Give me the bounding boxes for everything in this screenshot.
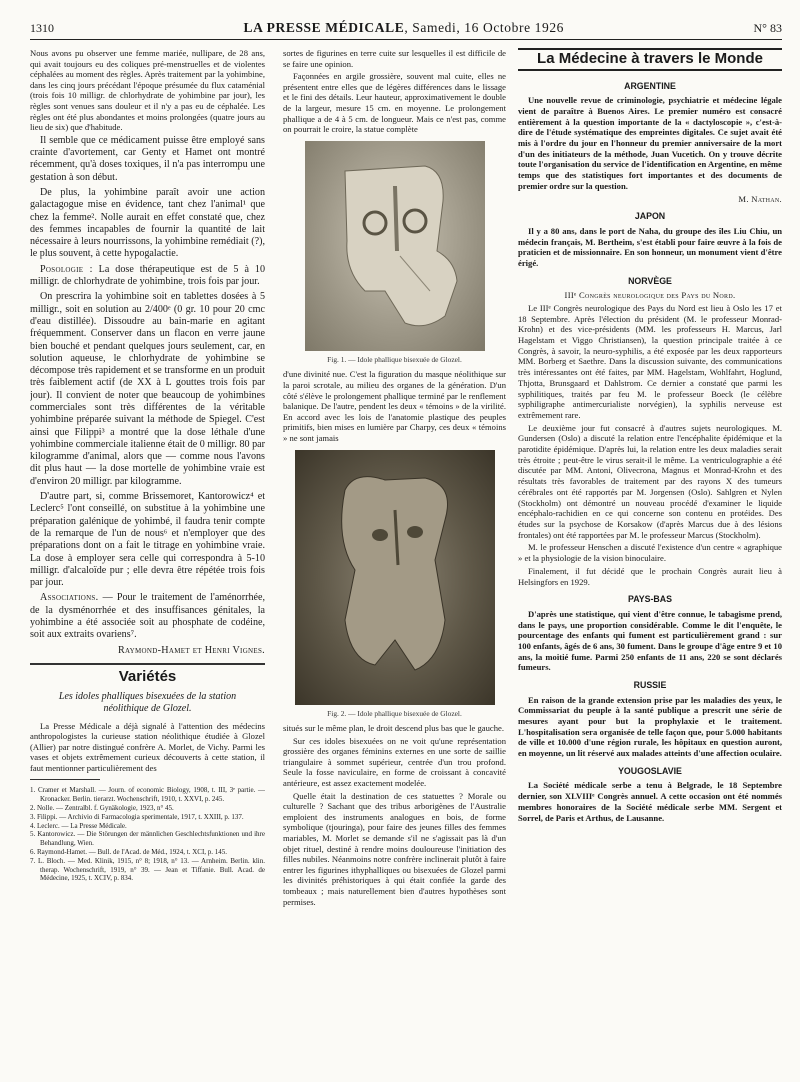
norvege-paragraph: Le IIIᵉ Congrès neurologique des Pays du Nord est lieu à Oslo les 17 et 18 Septembre. Après l'élection du président (M. le professeur Monrad-Krohn) et des vice-présidents (MM. les professeurs H. Marcus, Jarl Hagelstam et Viggo Christiansen), la question principale traitée à ce Congrès, à savoir, la neuro-syphilis, a été exposée par les deux rapporteurs MM. Borberg et Saethre. Dans la discussion suivante, des communications très intéressantes ont été faites, par MM. Hagelstam, Wohlfahrt, Hoglund, Thjotta, Brunsgaard et Dahlstrom. Ce dernier a constaté que parmi les syphilitiques, traités par feu M. le professeur Boeck (le célèbre syphiligraphe antimercurialiste norvégien), la syphilis nerveuse est extrêmement rare. <box>518 302 782 420</box>
paragraph: La Presse Médicale a déjà signalé à l'attention des médecins anthropologistes la curieuse station néolithique étudiée à Glozel (Allier) par notre distingué confrère A. Morlet, de Vichy. Parmi les vases et objets extrêmement curieux découverts à cette station, il faut mentionner particulièrement des <box>30 720 265 773</box>
paragraph: Il semble que ce médicament puisse être employé sans crainte d'avortement, car Genty et Hamet ont montré récemment, qu'à doses toxiques, il n'a pas interrompu une gestation à son début. <box>30 134 265 183</box>
column-left <box>30 48 265 1073</box>
paragraph: situés sur le même plan, le droit descend plus bas que le gauche. <box>283 723 504 734</box>
footnote: 2. Nolle. — Zentralbl. f. Gynäkologie, 1923, n° 45. <box>30 804 174 813</box>
figure-2 <box>283 450 506 720</box>
yougoslavie-text: La Société médicale serbe a tenu à Belgrade, le 18 Septembre dernier, son XLVIIIᵉ Congrès annuel. A cette occasion ont été nommés membres honoraires de la Société médicale serbe MM. Sergent et Sorrel, de Paris et Arthus, de Lausanne. <box>518 780 782 823</box>
associations-label: Associations. <box>40 592 99 604</box>
column-right <box>518 48 782 1073</box>
norvege-paragraph: Le deuxième jour fut consacré à d'autres sujets neurologiques. M. Gundersen (Oslo) a discuté la relation entre l'encéphalite épidémique et la parotidite épidémique. D'après lui, la relation entre les deux maladies serait très étroite ; peut-être le virus serait-il le même. La ventriculographie a été discutée par MM. Antoni, Olivecrona, Magnus et Monrad-Krohn et des résultats très favorables de traitement par des rayons X des tumeurs cérébrales ont été rapportés par M. Jorgensen (Oslo). Sahlgren et Nylen (Stockholm) ont démontré un nouveau procédé d'examiner le liquide encéphalo-rachidien en ce qui concerne son contenu en protéides. Des études sur la psychose de Korsakow (d'après Marcus due à des lésions frontales) ont été rapportées par M. le professeur Marcus (Stockholm). <box>518 422 782 540</box>
paragraph: d'une divinité nue. C'est la figuration du masque néolithique sur la paroi scrotale, au milieu des organes de la génération. D'un côté s'élève le prolongement phallique terminé par le renflement balanique. De l'autre, pendent les deux « témoins » de la virilité. En accord avec les lois de l'anatomie plastique des peuples primitifs, bien mises en lumière par Charpy, ces deux « témoins » ne sont jamais <box>283 369 506 443</box>
paragraph: Nous avons pu observer une femme mariée, nullipare, de 28 ans, qui avait toujours eu des coliques pré-menstruelles et de violentes céphalées au moment des règles. Après traitement par la yohimbine, dans les cinq jours précédant l'époque présumée du flux cataménial (trois fois 10 milligr. de chlorhydrate de yohimbine par jour), les règles sont venues sans douleur et il n'y a pas eu de céphalée. Les règles ont été plus abondantes et moins prolongées (quatre jours au lieu de six) que d'habitude. <box>30 48 265 133</box>
country-heading-russie: RUSSIE <box>633 680 667 691</box>
paragraph-posologie <box>30 264 265 289</box>
country-heading-argentine: ARGENTINE <box>624 80 676 91</box>
section-title-medecine: La Médecine à travers le Monde <box>518 48 782 71</box>
varietes-subtitle: Les idoles phalliques bisexuées de la station néolithique de Glozel. <box>58 690 237 714</box>
footnote: 3. Filippi. — Archivio di Farmacologia sperimentale, 1917, t. XXIII, p. 137. <box>30 812 244 821</box>
figure-1-caption: Fig. 1. — Idole phallique bisexuée de Glozel. <box>327 354 462 364</box>
paragraph-associations <box>30 592 265 641</box>
country-heading-norvege: NORVÈGE <box>628 275 672 286</box>
paragraph: Façonnées en argile grossière, souvent mal cuite, elles ne présentent entre elles que de légères différences dans le lissage et le fini des détails. Leur hauteur, approximativement le double de la largeur, mesure 15 cm. en moyenne. Le prolongement phallique a de 4 à 5 cm. de longueur. Mais ce n'est pas, comme on pourrait le croire, la statue complète <box>283 71 506 135</box>
norvege-paragraph: M. le professeur Henschen a discuté l'existence d'un centre « agraphique » et la physiologie de la vision binoculaire. <box>518 542 782 564</box>
paysbas-text: D'après une statistique, qui vient d'être connue, le tabagisme prend, dans le pays, une proportion considérable. Comme le dit l'enquête, le pourcentage des enfants qui fument est particulièrement grand : sur 100 enfants, âgés de 6 ans, 30 fument. Dans le groupe d'âge entre 9 et 10 ans, la moitié fume. Parmi 250 enfants de 11 ans, 220 se sont déclarés fumeurs. <box>518 608 782 673</box>
footnote: 4. Leclerc. — La Presse Médicale. <box>30 821 127 830</box>
column-middle <box>283 48 506 1073</box>
footnote: 1. Cramer et Marshall. — Journ. of economic Biology, 1908, t. III, 3ᵉ partie. — Kronacker. Berlin. tierarzt. Wochenschrift, 1910, t. XXVI, p. 245. <box>30 786 265 804</box>
posologie-text: La dose thérapeutique est de 5 à 10 milligr. de chlorhydrate de yohimbine, trois fois par jour. <box>30 263 265 288</box>
page-number: 1310 <box>30 21 54 35</box>
paragraph: Sur ces idoles bisexuées on ne voit qu'une représentation grossière des organes féminins externes en une sorte de saillie triangulaire à sommet supérieur, centrée d'un trou profond. Seule la fosse naviculaire, en forme de croissant à concavité antérieure, est assez exactement modelée. <box>283 735 506 789</box>
publication-name: LA PRESSE MÉDICALE <box>243 20 405 35</box>
issue-date: , Samedi, 16 Octobre 1926 <box>404 20 565 35</box>
idol-photo-2 <box>295 450 495 705</box>
country-heading-japon: JAPON <box>634 211 666 222</box>
varietes-title: Variétés <box>118 667 177 685</box>
paragraph: De plus, la yohimbine paraît avoir une action galactagogue mise en évidence, tant chez l'animal¹ que chez la femme². Nolle aurait en effet constaté que, chez des femmes incapables de fournir la quantité de lait nécessaire à leurs nourrissons, la yohimbine remédiait (?), le plus souvent, à cette hypogalactie. <box>30 186 265 260</box>
idol-illustration <box>295 450 495 705</box>
argentine-text: Une nouvelle revue de criminologie, psychiatrie et médecine légale vient de paraître à Buenos Aires. Le premier numéro est consacré entièrement à la question importante de la « dactyloscopie », c'est-à-dire de l'étude systématique des empreintes digitales. Ce sujet avait été mis à l'ordre du jour en l'honneur du premier anniversaire de la mort d'un des initiateurs de la méthode, Juan Vucetich. On y trouve décrite toute l'organisation du service de l'identification en Argentine, en même temps que des statistiques fort importantes et des documents de premier ordre sur la question. <box>518 95 782 191</box>
page-header <box>30 18 782 40</box>
figure-1 <box>283 141 506 366</box>
section-divider <box>30 663 265 666</box>
norvege-paragraph: Finalement, il fut décidé que le prochain Congrès aurait lieu à Helsingfors en 1929. <box>518 565 782 587</box>
paragraph: On prescrira la yohimbine soit en tablettes dosées à 5 milligr., soit en solution au 2/400ᵉ (0 gr. 10 pour 20 cmc d'eau distillée). Dissoudre au bain-marie en agitant fréquemment. Conserver dans un flacon en verre jaune bien bouché et pendant quelques jours seulement, car, en solution aqueuse, le chlorhydrate de yohimbine se décompose très rapidement et se transforme en un produit très faiblement actif (de XX à L gouttes trois fois par jour). Il convient de noter que beaucoup de yohimbines commerciales sont très différentes de la véritable yohimbine préparée suivant la méthode de Spiegel. C'est ainsi que Filippi³ a montré que la dose léthale d'une yohimbine commerciale italienne était de 0 milligr. 80 par kilogramme d'animal, alors que — comme nous l'avons dit plus haut — la dose mortelle de yohimbine vraie est d'environ 20 milligr. par kilogramme. <box>30 291 265 487</box>
idol-illustration <box>305 141 485 351</box>
paragraph: sortes de figurines en terre cuite sur lesquelles il est difficile de se faire une opinion. <box>283 48 506 69</box>
associations-text: — Pour le traitement de l'aménorrhée, de la dysménorrhée et des insuffisances génitales, la yohimbine a été associée soit au phosphate de codéine, soit aux extraits ovariens⁷. <box>30 592 265 641</box>
footnotes <box>30 786 265 883</box>
country-heading-yougoslavie: YOUGOSLAVIE <box>618 765 682 776</box>
figure-2-caption: Fig. 2. — Idole phallique bisexuée de Glozel. <box>327 708 462 718</box>
footnote: 5. Kantorowicz. — Die Störungen der männlichen Geschlechtsfunktionen und ihre Behandlung, Wien. <box>30 830 265 848</box>
argentine-signature: M. Nathan. <box>738 193 782 204</box>
paragraph: D'autre part, si, comme Brissemoret, Kantorowicz⁴ et Leclerc⁵ l'ont conseillé, on substitue à la yohimbine une préparation galénique de yohimbé, il faudra tenir compte de la remarque de l'un de nous⁶ et n'employer que des préparations dont on a fait le titrage en yohimbine vraie. La dose à employer sera celle qui correspondra à 5-10 milligr. d'alcaloïde pur ; elle devra être répétée trois fois par jour. <box>30 491 265 589</box>
norvege-subheading: IIIᵉ Congrès neurologique des Pays du Nord. <box>564 290 736 301</box>
japon-text: Il y a 80 ans, dans le port de Naha, du groupe des îles Liu Chiu, un médecin français, M. Bertheim, s'est établi pour faire œuvre à la fois de praticien et de missionnaire. En son honneur, un monument vient d'être érigé. <box>518 225 782 268</box>
issue-number: N° 83 <box>753 21 782 35</box>
paragraph: Quelle était la destination de ces statuettes ? Morale ou culturelle ? Sachant que des tribus arborigènes de l'Australie emploient des instruments analogues en bois, de forme symbolique (tjouringa), pour faire des jeunes filles des femmes mariables, M. Morlet se demande s'il ne s'agissait pas là d'un objet rituel, destiné à rendre moins douloureuse l'initiation des filles nubiles. Néanmoins notre confrère inclinerait plutôt à faire entrer les figurines ithyphalliques ou bisexuées de Glozel parmi les divinités préhistoriques à qui était confiée la garde des tombeaux ; mais naturellement bien d'autres hypothèses sont permises. <box>283 790 506 907</box>
author-signature: Raymond-Hamet et Henri Vignes. <box>117 644 265 656</box>
footnote-divider <box>30 779 100 780</box>
russie-text: En raison de la grande extension prise par les maladies des yeux, le Commissariat du peuple à la santé publique a prescrit une série de mesures ayant pour but la prophylaxie et le traitement. L'hospitalisation sera organisée de telle façon que, pour 5.000 habitants de ville et 10.000 d'une région rurale, les hôpitaux en question auront, en moyenne, un lit réservé aux malades atteints d'une affection oculaire. <box>518 694 782 759</box>
idol-photo-1 <box>305 141 485 351</box>
posologie-label: Posologie : <box>40 263 93 275</box>
masthead <box>243 20 564 36</box>
country-heading-paysbas: PAYS-BAS <box>628 594 672 605</box>
footnote: 7. L. Bloch. — Med. Klinik, 1915, n° 8; 1918, n° 13. — Arnheim. Berlin. klin. therap. Wochenschrift, 1919, n° 39. — Jean et Tiffanie. Bull. Acad. de Médecine, 1925, t. XCIV, p. 834. <box>30 856 265 883</box>
footnote: 6. Raymond-Hamet. — Bull. de l'Acad. de Méd., 1924, t. XCI, p. 145. <box>30 848 228 857</box>
